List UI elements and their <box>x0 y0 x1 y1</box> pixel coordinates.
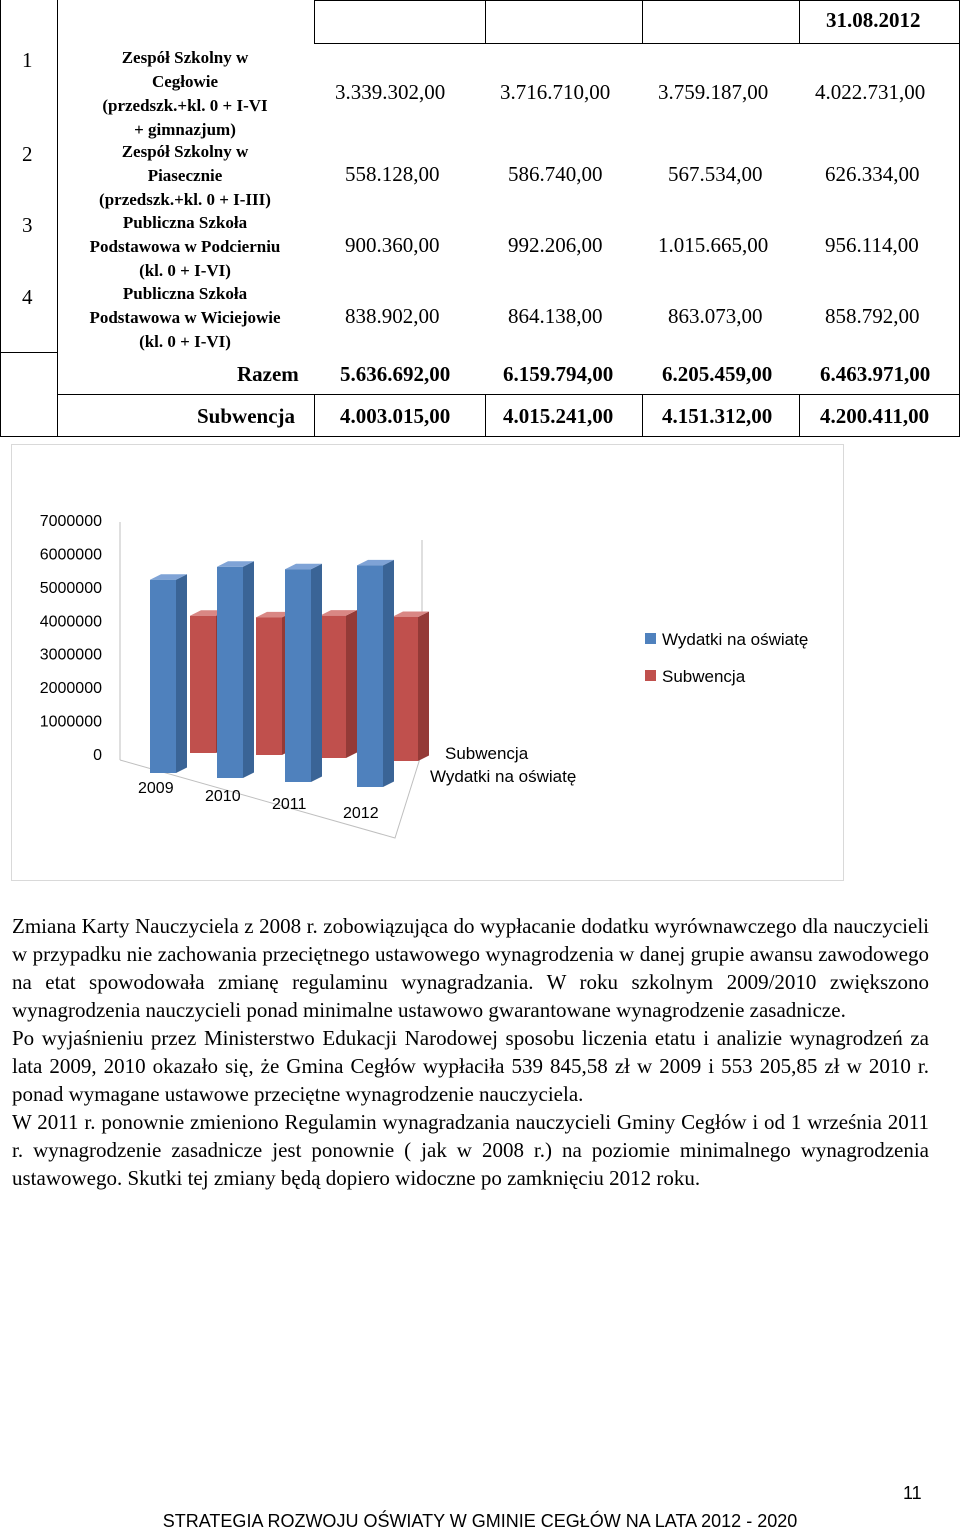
razem-value: 5.636.692,00 <box>340 362 451 386</box>
header-date: 31.08.2012 <box>826 8 921 32</box>
row-number: 3 <box>22 213 33 237</box>
bar-side <box>311 564 322 782</box>
razem-value: 6.205.459,00 <box>662 362 773 386</box>
razem-value: 6.159.794,00 <box>503 362 614 386</box>
cell-value: 900.360,00 <box>345 233 440 257</box>
school-name: Zespół Szkolny w Piasecznie (przedszk.+kl. 0 + I-III) <box>99 142 271 209</box>
y-tick-label: 0 <box>93 747 102 764</box>
razem-label: Razem <box>237 362 299 386</box>
body-text <box>12 912 929 1192</box>
cell-value: 3.716.710,00 <box>500 80 611 104</box>
bar <box>357 565 383 787</box>
depth-axis-label: Wydatki na oświatę <box>430 767 577 786</box>
cell-value: 586.740,00 <box>508 162 603 186</box>
school-name: Publiczna Szkoła Podstawowa w Wiciejowie (kl. 0 + I-VI) <box>89 284 281 351</box>
y-tick-label: 1000000 <box>39 713 102 731</box>
subwencja-value: 4.015.241,00 <box>503 404 614 428</box>
cell-value: 626.334,00 <box>825 162 920 186</box>
bar-side <box>176 574 187 773</box>
paragraph: Po wyjaśnieniu przez Ministerstwo Edukacji Narodowej sposobu liczenia etatu i analizie wynagrodzeń za lata 2009, 2010 okazało się, że Gmina Cegłów wypłaciła 539 845,58 zł w 2009 i 553 205,85 zł w 2010 r. ponad wymagane ustawowe przeciętne wynagrodzenie nauczyciela. <box>12 1026 929 1106</box>
cell-value: 863.073,00 <box>668 304 763 328</box>
legend-label: Wydatki na oświatę <box>662 630 809 649</box>
cell-value: 992.206,00 <box>508 233 603 257</box>
bar <box>256 617 282 755</box>
bar <box>320 616 346 758</box>
page-footer: STRATEGIA ROZWOJU OŚWIATY W GMINIE CEGŁÓW NA LATA 2012 - 2020 <box>162 1511 798 1531</box>
bar <box>190 616 216 753</box>
bar-side <box>383 560 394 787</box>
cell-value: 3.759.187,00 <box>658 80 769 104</box>
y-tick-label: 6000000 <box>39 546 102 564</box>
bar-side <box>418 611 429 761</box>
cell-value: 3.339.302,00 <box>335 80 446 104</box>
cell-value: 838.902,00 <box>345 304 440 328</box>
x-tick-label: 2009 <box>138 780 174 797</box>
page-number: 11 <box>903 1483 922 1503</box>
subwencja-label: Subwencja <box>197 404 296 428</box>
school-name: Zespół Szkolny w Cegłowie (przedszk.+kl. 0 + I-VI + gimnazjum) <box>102 48 268 139</box>
razem-value: 6.463.971,00 <box>820 362 931 386</box>
school-name: Publiczna Szkoła Podstawowa w Podcierniu (kl. 0 + I-VI) <box>89 213 281 280</box>
y-tick-label: 4000000 <box>39 613 102 631</box>
y-tick-label: 2000000 <box>39 680 102 698</box>
bar-side <box>243 561 254 778</box>
subwencja-value: 4.200.411,00 <box>820 404 930 428</box>
y-tick-label: 3000000 <box>39 646 102 664</box>
y-tick-label: 7000000 <box>39 513 102 530</box>
legend-label: Subwencja <box>662 667 746 686</box>
bar-side <box>346 610 357 758</box>
legend-swatch <box>645 633 656 644</box>
bar <box>217 567 243 778</box>
bar <box>150 580 176 773</box>
x-tick-label: 2012 <box>343 805 379 822</box>
paragraph: Zmiana Karty Nauczyciela z 2008 r. zobowiązująca do wypłacanie dodatku wyrównawczego dla nauczycieli w przypadku nie zachowania przeciętnego ustawowego wynagrodzenia w danej grupie awansu zawodowego na etat spowodowała zmianę regulaminu wynagradzania. W roku szkolnym 2009/2010 zwiększono wynagrodzenia nauczycieli ponad minimalne ustawowo gwarantowane wynagrodzenie zasadnicze. <box>12 914 929 1022</box>
subwencja-value: 4.151.312,00 <box>662 404 773 428</box>
row-number: 2 <box>22 142 33 166</box>
depth-axis-label: Subwencja <box>445 744 529 763</box>
cell-value: 567.534,00 <box>668 162 763 186</box>
x-tick-label: 2011 <box>272 796 307 813</box>
bar <box>392 617 418 761</box>
cell-value: 864.138,00 <box>508 304 603 328</box>
bar <box>285 569 311 782</box>
y-tick-label: 5000000 <box>39 579 102 597</box>
paragraph: W 2011 r. ponownie zmieniono Regulamin wynagradzania nauczycieli Gminy Cegłów i od 1 września 2011 r. wynagrodzenie zasadnicze jest ponownie ( jak w 2008 r.) na poziomie minimalnego wynagrodzenia ustawowego. Skutki tej zmiany będą dopiero widoczne po zamknięciu 2012 roku. <box>12 1110 929 1190</box>
cell-value: 858.792,00 <box>825 304 920 328</box>
cell-value: 4.022.731,00 <box>815 80 926 104</box>
cell-value: 956.114,00 <box>825 233 919 257</box>
row-number: 4 <box>22 285 33 309</box>
x-tick-label: 2010 <box>205 788 241 805</box>
row-number: 1 <box>22 48 33 72</box>
legend-swatch <box>645 670 656 681</box>
cell-value: 1.015.665,00 <box>658 233 769 257</box>
subwencja-value: 4.003.015,00 <box>340 404 451 428</box>
cell-value: 558.128,00 <box>345 162 440 186</box>
